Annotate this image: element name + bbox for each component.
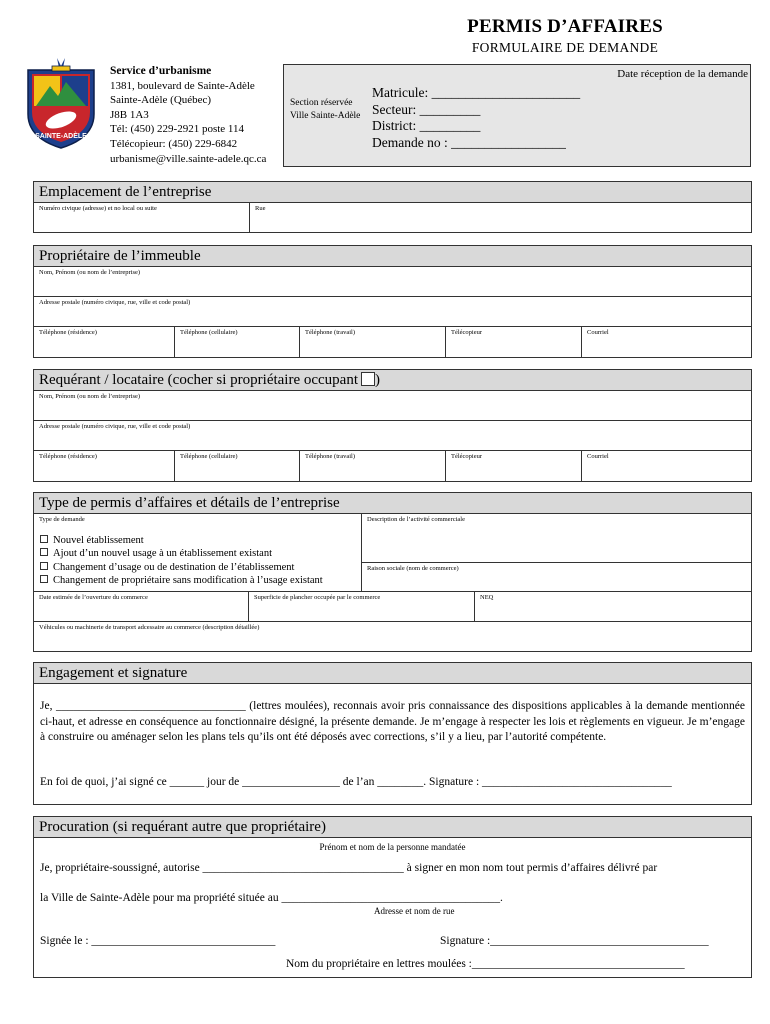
section-owner	[33, 245, 752, 358]
owner-email-field[interactable]	[582, 327, 751, 357]
contact-address2: Sainte-Adèle (Québec)	[110, 94, 212, 107]
commitment-signature-line: En foi de quoi, j’ai signé ce ______ jour de _________________ de l’an ________. Signature : _________________________________	[40, 776, 672, 788]
contact-address1: 1381, boulevard de Sainte-Adèle	[110, 79, 255, 92]
owner-tel-home-field[interactable]	[34, 327, 175, 357]
activity-column	[362, 514, 751, 591]
applicant-address-label: Adresse postale (numéro civique, rue, ville et code postal)	[39, 423, 191, 430]
request-type-options	[40, 534, 323, 587]
section-location-title: Emplacement de l’entreprise	[34, 182, 751, 203]
city-crest-logo	[22, 56, 100, 152]
civic-number-field[interactable]	[34, 203, 250, 232]
neq-label: NEQ	[480, 594, 494, 601]
checkbox-new-establishment[interactable]	[40, 535, 48, 543]
neq-field[interactable]	[475, 592, 751, 621]
activity-description-field[interactable]	[362, 514, 751, 563]
section-applicant-title	[34, 370, 751, 391]
contact-block	[110, 64, 285, 166]
street-label: Rue	[255, 205, 266, 212]
owner-tel-cell-label: Téléphone (cellulaire)	[180, 329, 238, 336]
street-field[interactable]	[250, 203, 751, 232]
owner-address-label: Adresse postale (numéro civique, rue, ville et code postal)	[39, 299, 191, 306]
applicant-fax-label: Télécopieur	[451, 453, 483, 460]
request-type-label: Type de demande	[39, 516, 85, 523]
form-subtitle: FORMULAIRE DE DEMANDE	[471, 40, 659, 55]
owner-fax-label: Télécopieur	[451, 329, 483, 336]
applicant-tel-home-label: Téléphone (résidence)	[39, 453, 97, 460]
applicant-tel-cell-label: Téléphone (cellulaire)	[180, 453, 238, 460]
section-permit-type-title: Type de permis d’affaires et détails de l’entreprise	[34, 493, 751, 514]
section-location	[33, 181, 752, 233]
applicant-address-field[interactable]	[34, 421, 751, 450]
checkbox-add-usage[interactable]	[40, 548, 48, 556]
applicant-name-label: Nom, Prénom (ou nom de l’entreprise)	[39, 393, 141, 400]
section-applicant-title-end: )	[375, 372, 381, 388]
applicant-fax-field[interactable]	[446, 451, 582, 481]
form-title: PERMIS D’AFFAIRES	[467, 16, 663, 37]
applicant-email-field[interactable]	[582, 451, 751, 481]
reserved-fields	[372, 85, 580, 151]
section-proxy	[33, 816, 752, 978]
owner-tel-work-label: Téléphone (travail)	[305, 329, 355, 336]
proxy-line-1: Je, propriétaire-soussigné, autorise ___________________________________ à signer en mon nom tout permis d’affaires délivré par	[40, 862, 658, 874]
owner-name-label: Nom, Prénom (ou nom de l’entreprise)	[39, 269, 141, 276]
vehicles-label: Véhicules ou machinerie de transport adcessaire au commerce (description détaillée)	[39, 624, 260, 631]
floor-area-field[interactable]	[249, 592, 475, 621]
reserved-label	[290, 97, 360, 123]
owner-tel-cell-field[interactable]	[175, 327, 300, 357]
request-type-option[interactable]	[40, 547, 323, 560]
request-type-field	[34, 514, 362, 591]
option-label: Ajout d’un nouvel usage à un établissement existant	[53, 548, 272, 560]
owner-fax-field[interactable]	[446, 327, 582, 357]
demande-field: Demande no : _________________	[372, 134, 566, 150]
owner-address-field[interactable]	[34, 297, 751, 326]
civic-number-label: Numéro civique (adresse) et no local ou suite	[39, 205, 157, 212]
signed-date-line: Signée le : ________________________________	[40, 935, 276, 947]
option-label: Changement d’usage ou de destination de l’établissement	[53, 561, 295, 573]
reception-date-label: Date réception de la demande	[617, 68, 748, 80]
proxy-line-2: la Ville de Sainte-Adèle pour ma propriété située au ______________________________________.	[40, 892, 503, 904]
owner-name-field[interactable]	[34, 267, 751, 296]
section-commitment	[33, 662, 752, 805]
checkbox-change-owner[interactable]	[40, 575, 48, 583]
section-proxy-title: Procuration (si requérant autre que propriétaire)	[34, 817, 751, 838]
property-address-label: Adresse et nom de rue	[374, 906, 455, 916]
activity-description-label: Description de l’activité commerciale	[367, 516, 465, 523]
applicant-name-field[interactable]	[34, 391, 751, 420]
business-name-label: Raison sociale (nom de commerce)	[367, 565, 459, 572]
contact-postal: J8B 1A3	[110, 108, 149, 121]
section-owner-title: Propriétaire de l’immeuble	[34, 246, 751, 267]
district-field: District: _________	[372, 118, 481, 134]
owner-tel-home-label: Téléphone (résidence)	[39, 329, 97, 336]
section-applicant-title-text: Requérant / locataire (cocher si propriétaire occupant	[39, 372, 359, 388]
option-label: Nouvel établissement	[53, 535, 144, 546]
section-commitment-title: Engagement et signature	[34, 663, 751, 684]
contact-tel: Tél: (450) 229-2921 poste 114	[110, 123, 245, 136]
owner-tel-work-field[interactable]	[300, 327, 446, 357]
commitment-paragraph: Je, _________________________________ (lettres moulées), reconnais avoir pris connaissance des dispositions applicables à la demande mentionnée ci-haut, et adresse en conséquence au fonctionnaire désigné, la présente demande. Je m’engage à respecter les lois et règlements en vigueur. Je m’engage à construire ou aménager selon les plans tels qu’ils ont été déposés avec corrections, s’il y a lieu, par l’autorité compétente.	[40, 700, 745, 744]
applicant-tel-home-field[interactable]	[34, 451, 175, 481]
business-name-field[interactable]	[362, 563, 751, 591]
vehicles-field[interactable]	[34, 622, 751, 651]
applicant-tel-work-label: Téléphone (travail)	[305, 453, 355, 460]
applicant-email-label: Courriel	[587, 453, 609, 460]
logo-text: SAINTE-ADÈLE	[35, 133, 87, 140]
reserved-section	[283, 64, 751, 167]
owner-printed-name-line: Nom du propriétaire en lettres moulées :_____________________________________	[286, 958, 685, 970]
opening-date-label: Date estimée de l’ouverture du commerce	[39, 594, 148, 601]
section-permit-type	[33, 492, 752, 652]
checkbox-change-usage[interactable]	[40, 562, 48, 570]
request-type-option[interactable]	[40, 574, 323, 587]
owner-occupant-checkbox[interactable]	[361, 372, 375, 386]
reserved-label-line1: Section réservée	[290, 98, 353, 108]
opening-date-field[interactable]	[34, 592, 249, 621]
owner-email-label: Courriel	[587, 329, 609, 336]
mandatary-label: Prénom et nom de la personne mandatée	[319, 842, 466, 852]
request-type-option[interactable]	[40, 561, 323, 574]
secteur-field: Secteur: _________	[372, 101, 481, 117]
matricule-field: Matricule: ______________________	[372, 85, 581, 100]
service-name: Service d’urbanisme	[110, 65, 212, 77]
section-applicant	[33, 369, 752, 482]
proxy-signature-line: Signature :______________________________________	[440, 935, 709, 947]
floor-area-label: Superficie de plancher occupée par le commerce	[254, 594, 381, 601]
request-type-option[interactable]	[40, 534, 323, 547]
contact-email: urbanisme@ville.sainte-adele.qc.ca	[110, 152, 267, 165]
option-label: Changement de propriétaire sans modification à l’usage existant	[53, 574, 323, 586]
contact-fax: Télécopieur: (450) 229-6842	[110, 137, 238, 150]
applicant-tel-work-field[interactable]	[300, 451, 446, 481]
applicant-tel-cell-field[interactable]	[175, 451, 300, 481]
reserved-label-line2: Ville Sainte-Adèle	[290, 111, 361, 121]
